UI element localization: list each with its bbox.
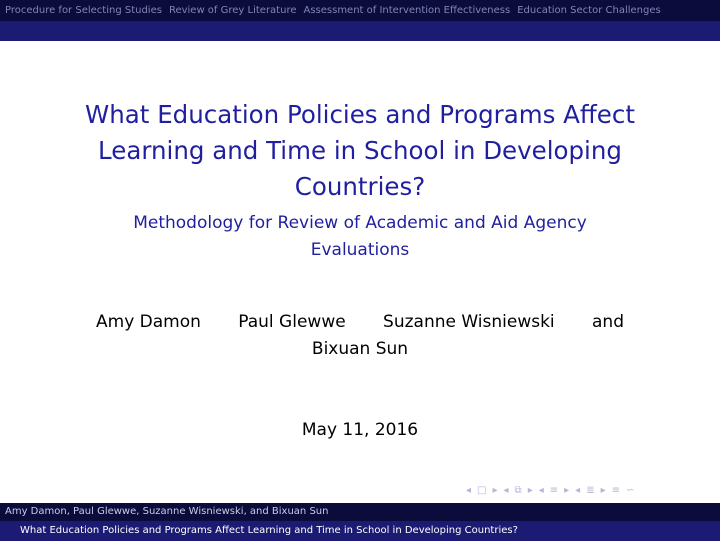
section-forward-arrow-icon[interactable]: ▸ [564,484,570,496]
frame-icon[interactable]: □ [477,484,487,496]
subsection-back-arrow-icon[interactable]: ◂ [503,484,509,496]
subsection-forward-arrow-icon[interactable]: ▸ [527,484,533,496]
frame-forward-arrow-icon[interactable]: ▸ [492,484,498,496]
subsection-icon[interactable]: ⧉ [514,484,522,496]
author-and: and [592,312,624,332]
slide-date: May 11, 2016 [301,420,419,440]
nav-item-procedure[interactable]: Procedure for Selecting Studies [5,5,162,16]
slide-subtitle: Methodology for Review of Academic and Aid Agency Evaluations [133,213,587,260]
frame-back-arrow-icon[interactable]: ◂ [466,484,472,496]
slide-title: What Education Policies and Programs Affect Learning and Time in School in Developing Countries? [85,100,635,201]
author-1: Amy Damon [96,312,201,332]
section-back-arrow-icon[interactable]: ◂ [538,484,544,496]
section-navigation-bar [0,0,720,21]
document-forward-arrow-icon[interactable]: ▸ [600,484,606,496]
search-icon[interactable]: ∽ [626,484,635,496]
nav-item-assessment[interactable]: Assessment of Intervention Effectiveness [303,5,511,16]
section-icon[interactable]: ≡ [549,484,559,496]
subsection-bar [0,21,720,41]
footer-authors: Amy Damon, Paul Glewwe, Suzanne Wisniewski, and Bixuan Sun [0,503,720,521]
document-back-arrow-icon[interactable]: ◂ [575,484,581,496]
author-2: Paul Glewwe [238,312,346,332]
author-4: Bixuan Sun [311,339,409,359]
nav-item-challenges[interactable]: Education Sector Challenges [517,5,661,16]
authors-block [60,309,660,363]
nav-item-grey-literature[interactable]: Review of Grey Literature [168,5,297,16]
author-3: Suzanne Wisniewski [383,312,555,332]
beamer-navigation-symbols [466,483,634,497]
document-icon[interactable]: ≣ [586,484,595,496]
align-icon[interactable]: ≡ [611,484,621,496]
footer-title: What Education Policies and Programs Affect Learning and Time in School in Developing Countries? [0,521,720,541]
